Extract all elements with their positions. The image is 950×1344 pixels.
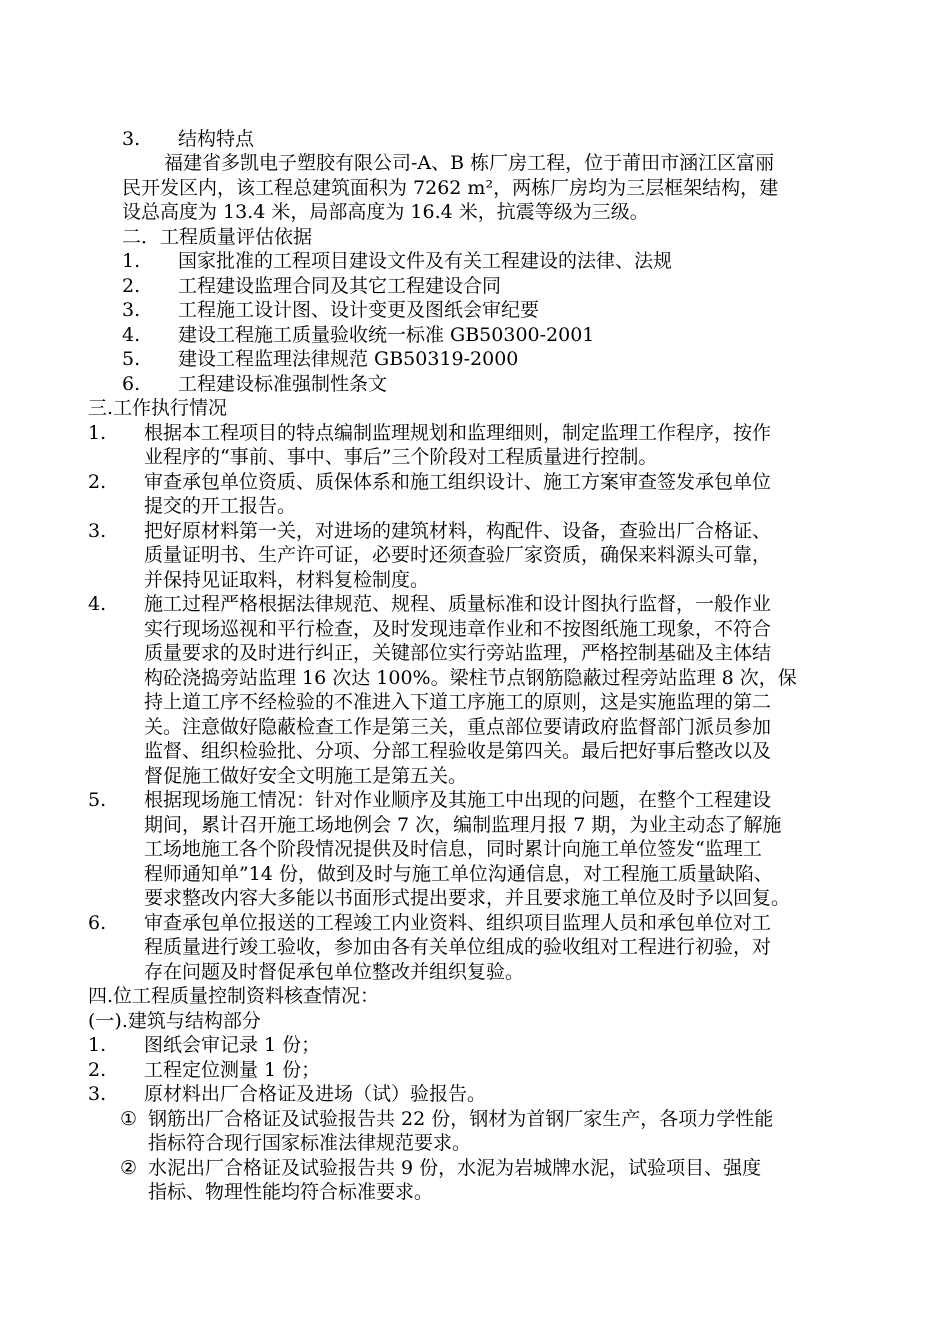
list-number: 4. bbox=[122, 324, 141, 346]
list-item-line: 存在问题及时督促承包单位整改并组织复验。 bbox=[144, 961, 525, 983]
sub-item-line: 指标、物理性能均符合标准要求。 bbox=[148, 1181, 434, 1203]
paragraph-line: 福建省多凯电子塑胶有限公司-A、B 栋厂房工程，位于莆田市涵江区富丽 bbox=[164, 152, 775, 174]
list-number: 2. bbox=[122, 275, 141, 297]
sub-item-line: 钢筋出厂合格证及试验报告共 22 份，钢材为首钢厂家生产，各项力学性能 bbox=[148, 1108, 774, 1130]
list-item-line: 持上道工序不经检验的不准进入下道工序施工的原则，这是实施监理的第二 bbox=[144, 691, 772, 713]
list-number: 6. bbox=[122, 373, 141, 395]
list-number: 3. bbox=[122, 299, 141, 321]
list-item-line: 施工过程严格根据法律规范、规程、质量标准和设计图执行监督，一般作业 bbox=[144, 593, 772, 615]
list-item-line: 工场地施工各个阶段情况提供及时信息，同时累计向施工单位签发“监理工 bbox=[144, 838, 762, 860]
section-heading: 二．工程质量评估依据 bbox=[122, 226, 313, 248]
list-item-line: 根据现场施工情况：针对作业顺序及其施工中出现的问题，在整个工程建设 bbox=[144, 789, 772, 811]
sub-heading: (一).建筑与结构部分 bbox=[88, 1010, 261, 1032]
list-item-line: 构砼浇捣旁站监理 16 次达 100%。梁柱节点钢筋隐蔽过程旁站监理 8 次，保 bbox=[144, 667, 797, 689]
list-item-line: 程师通知单”14 份，做到及时与施工单位沟通信息，对工程施工质量缺陷、 bbox=[144, 863, 773, 885]
section-heading: 四.位工程质量控制资料核查情况： bbox=[88, 985, 380, 1007]
sub-item-line: 水泥出厂合格证及试验报告共 9 份，水泥为岩城牌水泥，试验项目、强度 bbox=[148, 1157, 762, 1179]
list-item: 工程建设监理合同及其它工程建设合同 bbox=[178, 275, 502, 297]
list-item-line: 要求整改内容大多能以书面形式提出要求，并且要求施工单位及时予以回复。 bbox=[144, 887, 791, 909]
list-number: 1. bbox=[88, 1034, 107, 1056]
list-number: 2. bbox=[88, 471, 107, 493]
list-item-line: 提交的开工报告。 bbox=[144, 495, 297, 517]
list-item-line: 把好原材料第一关，对进场的建筑材料，构配件、设备，查验出厂合格证、 bbox=[144, 520, 772, 542]
list-item: 工程建设标准强制性条文 bbox=[178, 373, 388, 395]
list-item-line: 监督、组织检验批、分项、分部工程验收是第四关。最后把好事后整改以及 bbox=[144, 740, 772, 762]
list-item-line: 质量要求的及时进行纠正，关键部位实行旁站监理，严格控制基础及主体结 bbox=[144, 642, 772, 664]
circled-number: ① bbox=[120, 1108, 138, 1130]
list-item-line: 实行现场巡视和平行检查，及时发现违章作业和不按图纸施工现象，不符合 bbox=[144, 618, 772, 640]
circled-number: ② bbox=[120, 1157, 138, 1179]
list-number: 5. bbox=[122, 348, 141, 370]
list-item-line: 期间，累计召开施工场地例会 7 次，编制监理月报 7 期，为业主动态了解施 bbox=[144, 814, 782, 836]
list-item: 原材料出厂合格证及进场（试）验报告。 bbox=[144, 1083, 487, 1105]
list-number: 2. bbox=[88, 1059, 107, 1081]
list-item-line: 督促施工做好安全文明施工是第五关。 bbox=[144, 765, 468, 787]
paragraph-line: 民开发区内，该工程总建筑面积为 7262 m²，两栋厂房均为三层框架结构，建 bbox=[122, 177, 779, 199]
list-number: 1. bbox=[88, 422, 107, 444]
list-item: 工程定位测量 1 份； bbox=[144, 1059, 321, 1081]
list-number: 3. bbox=[88, 520, 107, 542]
list-item: 图纸会审记录 1 份； bbox=[144, 1034, 321, 1056]
list-item-line: 程质量进行竣工验收，参加由各有关单位组成的验收组对工程进行初验，对 bbox=[144, 936, 772, 958]
list-item-line: 并保持见证取料，材料复检制度。 bbox=[144, 569, 430, 591]
section-heading: 三.工作执行情况 bbox=[88, 397, 228, 419]
list-item-line: 业程序的“事前、事中、事后”三个阶段对工程质量进行控制。 bbox=[144, 446, 658, 468]
list-item: 建设工程监理法律规范 GB50319-2000 bbox=[178, 348, 519, 370]
list-item-line: 审查承包单位报送的工程竣工内业资料、组织项目监理人员和承包单位对工 bbox=[144, 912, 772, 934]
list-number: 3. bbox=[88, 1083, 107, 1105]
list-number: 5. bbox=[88, 789, 107, 811]
list-number: 1. bbox=[122, 250, 141, 272]
list-item-line: 质量证明书、生产许可证，必要时还须查验厂家资质，确保来料源头可靠， bbox=[144, 544, 772, 566]
list-item-line: 根据本工程项目的特点编制监理规划和监理细则，制定监理工作程序，按作 bbox=[144, 422, 772, 444]
list-number: 4. bbox=[88, 593, 107, 615]
list-item-line: 审查承包单位资质、质保体系和施工组织设计、施工方案审查签发承包单位 bbox=[144, 471, 772, 493]
sub-item-line: 指标符合现行国家标准法律规范要求。 bbox=[148, 1132, 472, 1154]
list-number: 6. bbox=[88, 912, 107, 934]
list-item: 国家批准的工程项目建设文件及有关工程建设的法律、法规 bbox=[178, 250, 673, 272]
list-item-line: 关。注意做好隐蔽检查工作是第三关，重点部位要请政府监督部门派员参加 bbox=[144, 716, 772, 738]
list-item: 工程施工设计图、设计变更及图纸会审纪要 bbox=[178, 299, 540, 321]
list-item: 建设工程施工质量验收统一标准 GB50300-2001 bbox=[178, 324, 595, 346]
section-heading: 结构特点 bbox=[178, 128, 255, 150]
heading-number: 3. bbox=[122, 128, 141, 150]
paragraph-line: 设总高度为 13.4 米，局部高度为 16.4 米，抗震等级为三级。 bbox=[122, 201, 649, 223]
